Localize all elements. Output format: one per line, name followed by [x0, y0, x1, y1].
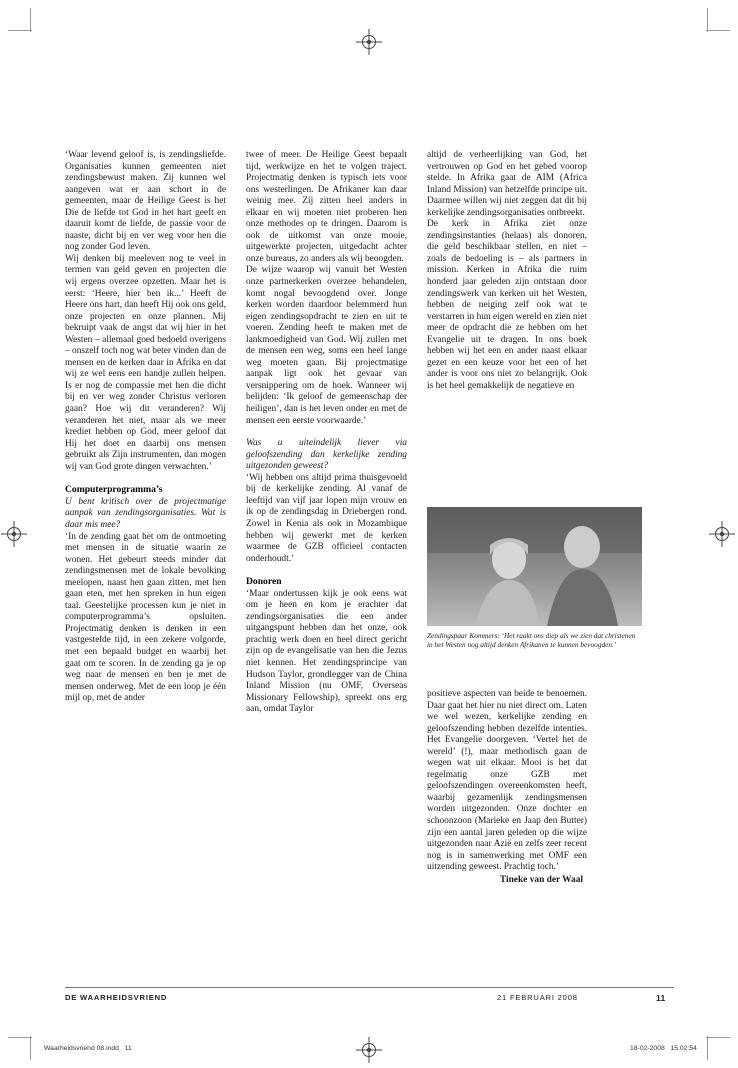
text-column-2 — [246, 150, 407, 716]
paragraph: altijd de verheerlijking van God, het vertrouwen op God en het gebed voorop stelde. In Afrika gaat de AIM (Africa Inland Mission) van hetzelfde principe uit. Daarmee willen wij niet zeggen dat dit bij kerkelijke zendingsorganisaties ontbreekt. — [427, 150, 587, 218]
section-heading-donoren: Donoren — [246, 576, 282, 588]
registration-mark-icon — [709, 521, 735, 547]
text-column-1 — [65, 150, 226, 705]
publication-name: DE WAARHEIDSVRIEND — [65, 993, 168, 1002]
mission-couple-photo — [427, 507, 642, 626]
crop-mark — [30, 8, 31, 32]
photo-image — [427, 507, 642, 626]
text-column-3-upper — [427, 150, 587, 392]
paragraph: positieve aspecten van beide te benoemen. Daar gaat het hier nu niet direct om. Laten we wel wezen, kerkelijke zending en geloofszending hebben dezelfde intenties. Het Evangelie doorgeven. ‘Vertel het de wereld’ (!), maar methodisch gaan de wegen wat uit elkaar. Mooi is het dat regelmatig onze GZB met geloofszendingen overeenkomsten heeft, waarbij gezamenlijk zendingsmensen worden uitgezonden. Onze dochter en schoonzoon (Marieke en Jaap den Butter) zijn een aantal jaren geleden op die wijze uitgezonden naar Azië en zelfs zeer recent nog is in samenwerking met OMF een uitzending geweest. Prachtig toch.’ — [427, 689, 587, 873]
paragraph: Wij denken bij meeleven nog te veel in termen van geld geven en projecten die wij ergens overzee opzetten. Maar het is eerst: ‘Heere, hier ben ik...’ Heeft de Heere ons hart, dan heeft Hij ook ons geld, onze projecten en onze plannen. Mij bekruipt vaak de angst dat wij hier in het Westen – allemaal goed bedoeld overigens – onszelf toch nog wat beter vinden dan de mensen en de kerken daar in Afrika en dat wij ze wel eens een handje zullen helpen. Is er nog de compassie met hen die dicht bij en ver weg zonder Christus verloren gaan? Hoe wij dit veranderen? Wij veranderen het niet, maar als we meer krediet hebben op God, meer geloof dat Hij het doet en daarbij ons mensen gebruikt als Zijn instrumenten, dan mogen wij van God grote dingen verwachten.’ — [65, 253, 226, 472]
photo-caption: Zendingspaar Kommers: ‘Het raakt ons diep als we zien dat christenen in het Westen nog altijd denken Afrikanen te kunnen bevoogden.’ — [427, 631, 636, 650]
issue-date: 21 FEBRUARI 2008 — [497, 993, 578, 1002]
paragraph: De kerk in Afrika ziet onze zendingsinstanties (helaas) als donoren, die geld beschikbaar stellen, en niet – zoals de bedoeling is – als partners in mission. Kerken in Afrika die ruim honderd jaar geleden zijn ontstaan door zendingswerk van kerken uit het Westen, hebben de neiging zelf ook wat te verstarren in hun eigen wereld en zien niet meer de opdracht die ze hebben om het Evangelie uit te dragen. In ons boek hebben wij het een en ander naast elkaar gezet en een keuze voor het een of het ander is voor ons niet zo belangrijk. Ook is het heel gemakkelijk de negatieve en — [427, 219, 587, 391]
crop-mark — [8, 30, 32, 31]
paragraph: De wijze waarop wij vanuit het Westen onze partnerkerken overzee behandelen, komt nogal bevoogdend over. Jonge kerken worden daardoor belemmerd hun eigen zendingsopdracht te zien en uit te voeren. Zending heeft te maken met de lankmoedigheid van God. Wij zullen met de mensen een weg, soms een heel lange weg moeten gaan. Bij projectmatige aanpak ligt ook het gevaar van versnippering om de hoek. Wanneer wij belijden: ‘Ik geloof de gemeenschap der heiligen’, dan is het leven onder en met de mensen een eerste voorwaarde.’ — [246, 265, 407, 426]
crop-mark — [8, 1037, 32, 1038]
interview-question: Was u uiteindelijk liever via geloofszending dan kerkelijke zending uitgezonden geweest? — [246, 438, 407, 472]
paragraph: ‘In de zending gaat het om de ontmoeting met mensen in de situatie waarin ze wonen. Het gebeurt steeds minder dat zendingsmensen met de lokale bevolking meelopen, naast hen gaan zitten, met hen gaan eten, met hen spreken in hun eigen taal. Geestelijke processen kun je niet in computerprogramma’s opsluiten. Projectmatig denken is denken in een vastgestelde tijd, in een zekere volgorde, met een bepaald budget en waarbij het gaat om te scoren. In de zending ga je op weg naar de mensen en ben je met de mensen onderweg. Met de een loop je één mijl op, met de ander — [65, 531, 226, 704]
interview-question: U bent kritisch over de projectmatige aanpak van zendingsorganisaties. Wat is daar mis mee? — [65, 496, 226, 530]
registration-mark-icon — [356, 1037, 382, 1063]
crop-mark — [706, 30, 730, 31]
section-heading-computerprogrammas: Computerprogramma’s — [65, 484, 163, 496]
registration-mark-icon — [1, 521, 27, 547]
crop-mark — [706, 1037, 730, 1038]
text-column-3-lower — [427, 689, 587, 886]
paragraph: twee of meer. De Heilige Geest bepaalt tijd, werkwijze en het te volgen traject. Projectmatig denken is typisch iets voor ons westerlingen. De Afrikaner kan daar weinig mee. Zij zitten heel anders in elkaar en wij moeten niet proberen hen onze methodes op te dringen. Daarom is ook de uitkomst van onze mooie, uitgewerkte projecten, uitgedacht achter onze bureaus, zo anders als wij beoogden. — [246, 150, 407, 264]
crop-mark — [707, 8, 708, 32]
print-slug-timestamp: 18-02-2008 15:02:54 — [630, 1045, 697, 1052]
paragraph: ‘Wij hebben ons altijd prima thuisgevoeld bij de kerkelijke zending. Al vanaf de leeftijd van vijf jaar lopen mijn vrouw en ik op de zendingsdag in Driebergen rond. Zowel in Kenia als ook in Mozambique hebben wij gewerkt met de kerken waarmee de GZB officieel contacten onderhoudt.’ — [246, 472, 407, 564]
author-byline: Tineke van der Waal — [499, 874, 583, 885]
paragraph: ‘Maar ondertussen kijk je ook eens wat om je heen en kom je erachter dat zendingsorganisaties die een ander uitgangspunt hebben dan het onze, ook prachtig werk doen en heel direct gericht zijn op de evangelisatie van hen die Jezus niet kennen. Het zendingsprincipe van Hudson Taylor, grondlegger van de China Inland Mission (nu OMF, Overseas Missionary Fellowship), spreekt ons erg aan, omdat Taylor — [246, 588, 407, 715]
print-slug-filename: Waarheidsvriend 08.indd 11 — [44, 1045, 132, 1052]
page-number: 11 — [656, 993, 666, 1003]
crop-mark — [707, 1036, 708, 1060]
footer-rule — [65, 987, 674, 988]
crop-mark — [30, 1036, 31, 1060]
paragraph: ‘Waar levend geloof is, is zendingsliefde. Organisaties kunnen gemeenten niet zendingsbewust maken. Zij kunnen wel aangeven wat er aan schort in de gemeenten, maar de Heilige Geest is het Die de liefde tot God in het hart geeft en daaruit komt de liefde, de passie voor de naaste, dicht bij en ver weg voor hen die nog zonder God leven. — [65, 150, 226, 253]
registration-mark-icon — [356, 29, 382, 55]
